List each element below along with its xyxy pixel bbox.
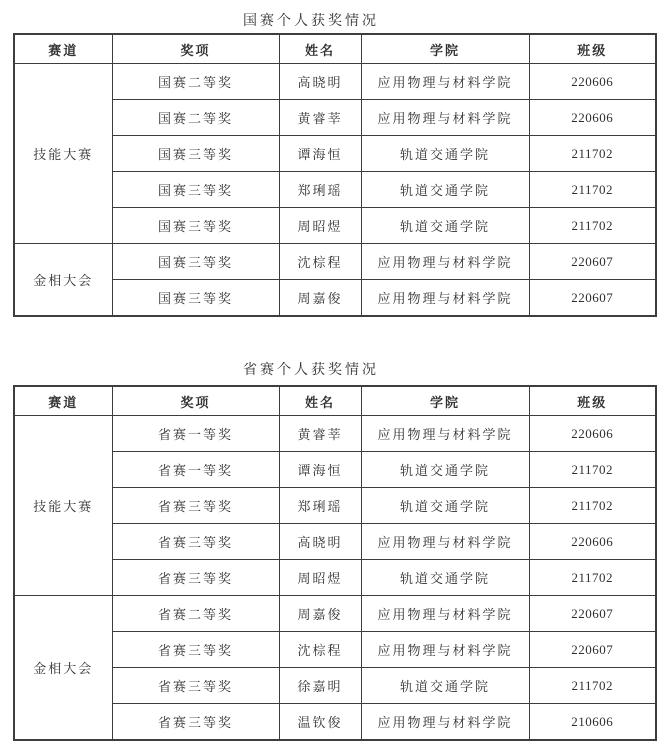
clsnum-cell: 220607: [529, 596, 656, 632]
table-row: [14, 244, 656, 280]
clsnum-cell: 220606: [529, 100, 656, 136]
header-row: [14, 34, 656, 64]
college-cell: 应用物理与材料学院: [361, 416, 529, 452]
award-cell: 省赛三等奖: [112, 668, 279, 704]
award-cell: 国赛三等奖: [112, 280, 279, 317]
name-cell: 谭海恒: [279, 452, 361, 488]
col-header-college: 学院: [361, 34, 529, 64]
provincial-awards-table: [13, 385, 657, 741]
col-header-award: 奖项: [112, 386, 279, 416]
provincial-awards-title: 省赛个人获奖情况: [243, 363, 379, 378]
table-row: [14, 64, 656, 100]
clsnum-cell: 220606: [529, 416, 656, 452]
header-row: [14, 386, 656, 416]
clsnum-cell: 211702: [529, 136, 656, 172]
college-cell: 轨道交通学院: [361, 136, 529, 172]
clsnum-cell: 220607: [529, 244, 656, 280]
name-cell: 沈棕程: [279, 632, 361, 668]
college-cell: 应用物理与材料学院: [361, 64, 529, 100]
clsnum-cell: 211702: [529, 208, 656, 244]
col-header-name: 姓名: [279, 34, 361, 64]
name-cell: 周昭煜: [279, 560, 361, 596]
table-row: [14, 416, 656, 452]
college-cell: 轨道交通学院: [361, 560, 529, 596]
award-cell: 省赛三等奖: [112, 704, 279, 741]
award-cell: 国赛二等奖: [112, 100, 279, 136]
college-cell: 应用物理与材料学院: [361, 244, 529, 280]
college-cell: 轨道交通学院: [361, 208, 529, 244]
award-cell: 省赛三等奖: [112, 632, 279, 668]
national-awards-table: [13, 33, 657, 317]
award-cell: 省赛三等奖: [112, 524, 279, 560]
award-cell: 国赛三等奖: [112, 244, 279, 280]
col-header-track: 赛道: [14, 386, 112, 416]
clsnum-cell: 211702: [529, 560, 656, 596]
award-cell: 省赛二等奖: [112, 596, 279, 632]
award-cell: 省赛一等奖: [112, 452, 279, 488]
college-cell: 应用物理与材料学院: [361, 632, 529, 668]
college-cell: 轨道交通学院: [361, 488, 529, 524]
clsnum-cell: 210606: [529, 704, 656, 741]
award-cell: 国赛二等奖: [112, 64, 279, 100]
table-row: [14, 596, 656, 632]
col-header-clsnum: 班级: [529, 34, 656, 64]
track-cell: 金相大会: [14, 244, 112, 317]
name-cell: 郑琍瑶: [279, 172, 361, 208]
award-cell: 省赛一等奖: [112, 416, 279, 452]
college-cell: 应用物理与材料学院: [361, 100, 529, 136]
college-cell: 轨道交通学院: [361, 172, 529, 208]
college-cell: 轨道交通学院: [361, 452, 529, 488]
name-cell: 黄睿莘: [279, 416, 361, 452]
award-cell: 国赛三等奖: [112, 208, 279, 244]
award-cell: 省赛三等奖: [112, 560, 279, 596]
name-cell: 谭海恒: [279, 136, 361, 172]
college-cell: 应用物理与材料学院: [361, 280, 529, 317]
track-cell: 技能大赛: [14, 416, 112, 596]
college-cell: 轨道交通学院: [361, 668, 529, 704]
col-header-clsnum: 班级: [529, 386, 656, 416]
name-cell: 周昭煜: [279, 208, 361, 244]
clsnum-cell: 220607: [529, 280, 656, 317]
name-cell: 沈棕程: [279, 244, 361, 280]
name-cell: 周嘉俊: [279, 596, 361, 632]
college-cell: 应用物理与材料学院: [361, 524, 529, 560]
college-cell: 应用物理与材料学院: [361, 596, 529, 632]
award-cell: 国赛三等奖: [112, 172, 279, 208]
name-cell: 郑琍瑶: [279, 488, 361, 524]
col-header-award: 奖项: [112, 34, 279, 64]
national-awards-title: 国赛个人获奖情况: [243, 14, 379, 29]
col-header-track: 赛道: [14, 34, 112, 64]
name-cell: 高晓明: [279, 64, 361, 100]
name-cell: 高晓明: [279, 524, 361, 560]
clsnum-cell: 211702: [529, 668, 656, 704]
clsnum-cell: 220607: [529, 632, 656, 668]
college-cell: 应用物理与材料学院: [361, 704, 529, 741]
award-cell: 国赛三等奖: [112, 136, 279, 172]
name-cell: 温钦俊: [279, 704, 361, 741]
name-cell: 徐嘉明: [279, 668, 361, 704]
clsnum-cell: 220606: [529, 524, 656, 560]
name-cell: 周嘉俊: [279, 280, 361, 317]
clsnum-cell: 211702: [529, 488, 656, 524]
clsnum-cell: 220606: [529, 64, 656, 100]
col-header-college: 学院: [361, 386, 529, 416]
col-header-name: 姓名: [279, 386, 361, 416]
award-cell: 省赛三等奖: [112, 488, 279, 524]
clsnum-cell: 211702: [529, 452, 656, 488]
track-cell: 技能大赛: [14, 64, 112, 244]
clsnum-cell: 211702: [529, 172, 656, 208]
name-cell: 黄睿莘: [279, 100, 361, 136]
track-cell: 金相大会: [14, 596, 112, 741]
